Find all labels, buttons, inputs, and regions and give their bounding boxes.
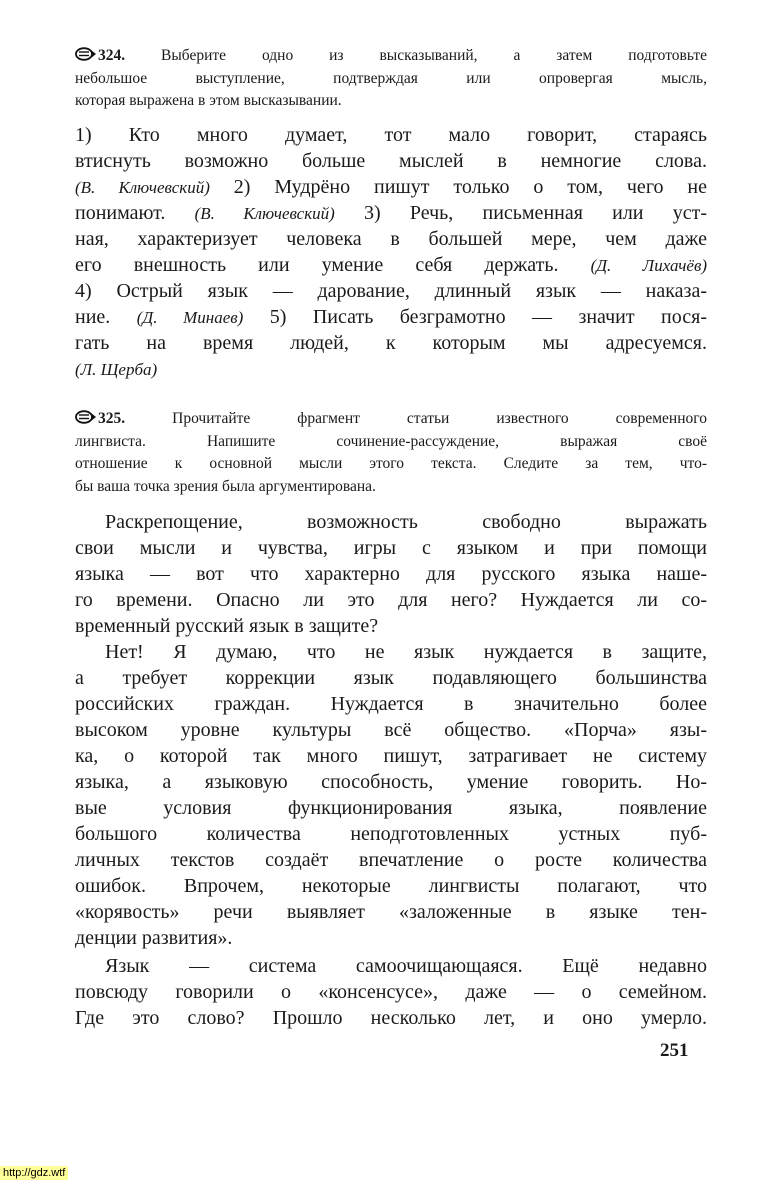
quote-text: понимают. [75, 202, 195, 224]
paragraph-line: вые условия функционирования языка, появление [75, 797, 707, 819]
quote-line [75, 148, 707, 174]
instruction-text: Прочитайте фрагмент статьи известного современного [172, 410, 707, 427]
quote-line [75, 122, 707, 148]
quote-line [75, 278, 707, 304]
paragraph-line: ошибок. Впрочем, некоторые лингвисты полагают, что [75, 875, 707, 897]
paragraph-line: большого количества неподготовленных устных пуб- [75, 823, 707, 845]
text-paragraph [75, 953, 707, 1031]
task-324-quotes [75, 122, 707, 382]
quote-text: 4) Острый язык — дарование, длинный язык — наказа- [75, 280, 707, 302]
instruction-text: бы ваша точка зрения была аргументирована. [75, 477, 376, 495]
speech-book-icon [75, 409, 97, 423]
paragraph-line: повсюду говорили о «консенсусе», даже — о семейном. [75, 981, 707, 1003]
quote-line [75, 200, 707, 226]
paragraph-line: ка, о которой так много пишут, затрагивает не систему [75, 745, 707, 767]
quote-author: (Д. Лихачёв) [590, 256, 707, 275]
instruction-text: лингвиста. Напишите сочинение-рассуждение, выражая своё [75, 432, 707, 450]
instruction-line [75, 431, 707, 454]
paragraph-line: языка, а языковую способность, умение говорить. Но- [75, 771, 707, 793]
instruction-text: которая выражена в этом высказывании. [75, 92, 342, 109]
task-325-instruction [75, 408, 707, 498]
paragraph-line: российских граждан. Нуждается в значительно более [75, 693, 707, 715]
quote-author: (В. Ключевский) [194, 204, 335, 223]
quote-author: (Л. Щерба) [75, 360, 158, 379]
quote-line [75, 304, 707, 330]
paragraph-line: Раскрепощение, возможность свободно выражать [105, 511, 707, 533]
quote-author: (Д. Минаев) [136, 308, 244, 327]
quote-line [75, 252, 707, 278]
watermark-link[interactable]: http://gdz.wtf [0, 1166, 68, 1180]
quote-text: ная, характеризует человека в большей мере, чем даже [75, 228, 707, 250]
paragraph-line: личных текстов создаёт впечатление о росте количества [75, 849, 707, 871]
paragraph-line: Язык — система самоочищающаяся. Ещё недавно [105, 955, 707, 977]
instruction-text: Выберите одно из высказываний, а затем подготовьте [161, 47, 707, 64]
quote-text: 5) Писать безграмотно — значит пося- [243, 306, 707, 328]
paragraph-line: временный русский язык в защите? [75, 615, 379, 637]
quote-author: (В. Ключевский) [75, 178, 210, 197]
instruction-line [75, 45, 707, 68]
task-324-instruction [75, 45, 707, 113]
quote-line [75, 356, 707, 382]
quote-text: ние. [75, 306, 137, 328]
quote-line [75, 226, 707, 252]
paragraph-line: высоком уровне культуры всё общество. «Порча» язы- [75, 719, 707, 741]
speech-book-icon [75, 46, 97, 60]
paragraph-line: го времени. Опасно ли это для него? Нуждается ли со- [75, 589, 707, 611]
quote-text: 3) Речь, письменная или уст- [334, 202, 707, 224]
paragraph-line: языка — вот что характерно для русского языка наше- [75, 563, 707, 585]
quote-line [75, 174, 707, 200]
text-paragraph [75, 509, 707, 639]
instruction-line [75, 408, 707, 431]
page-number: 251 [660, 1040, 689, 1061]
paragraph-line: Где это слово? Прошло несколько лет, и оно умерло. [75, 1007, 707, 1029]
instruction-line [75, 90, 707, 113]
instruction-line [75, 476, 707, 499]
instruction-text: небольшое выступление, подтверждая или опровергая мысль, [75, 69, 707, 87]
instruction-line [75, 453, 707, 476]
instruction-text: отношение к основной мысли этого текста. Следите за тем, что- [75, 455, 707, 472]
instruction-line [75, 68, 707, 91]
paragraph-line: Нет! Я думаю, что не язык нуждается в защите, [105, 641, 707, 663]
text-paragraph [75, 639, 707, 951]
quote-text: 2) Мудрёно пишут только о том, чего не [209, 176, 707, 198]
quote-text: 1) Кто много думает, тот мало говорит, стараясь [75, 124, 707, 146]
paragraph-line: а требует коррекции язык подавляющего большинства [75, 667, 707, 689]
quote-text: его внешность или умение себя держать. [75, 254, 591, 276]
paragraph-line: «корявость» речи выявляет «заложенные в языке тен- [75, 901, 707, 923]
task-number: 324. [98, 47, 126, 64]
quote-text: втиснуть возможно больше мыслей в немногие слова. [75, 150, 707, 172]
quote-text: гать на время людей, к которым мы адресуемся. [75, 332, 707, 354]
task-number: 325. [98, 410, 126, 427]
paragraph-line: денции развития». [75, 927, 233, 949]
quote-line [75, 330, 707, 356]
paragraph-line: свои мысли и чувства, игры с языком и при помощи [75, 537, 707, 559]
